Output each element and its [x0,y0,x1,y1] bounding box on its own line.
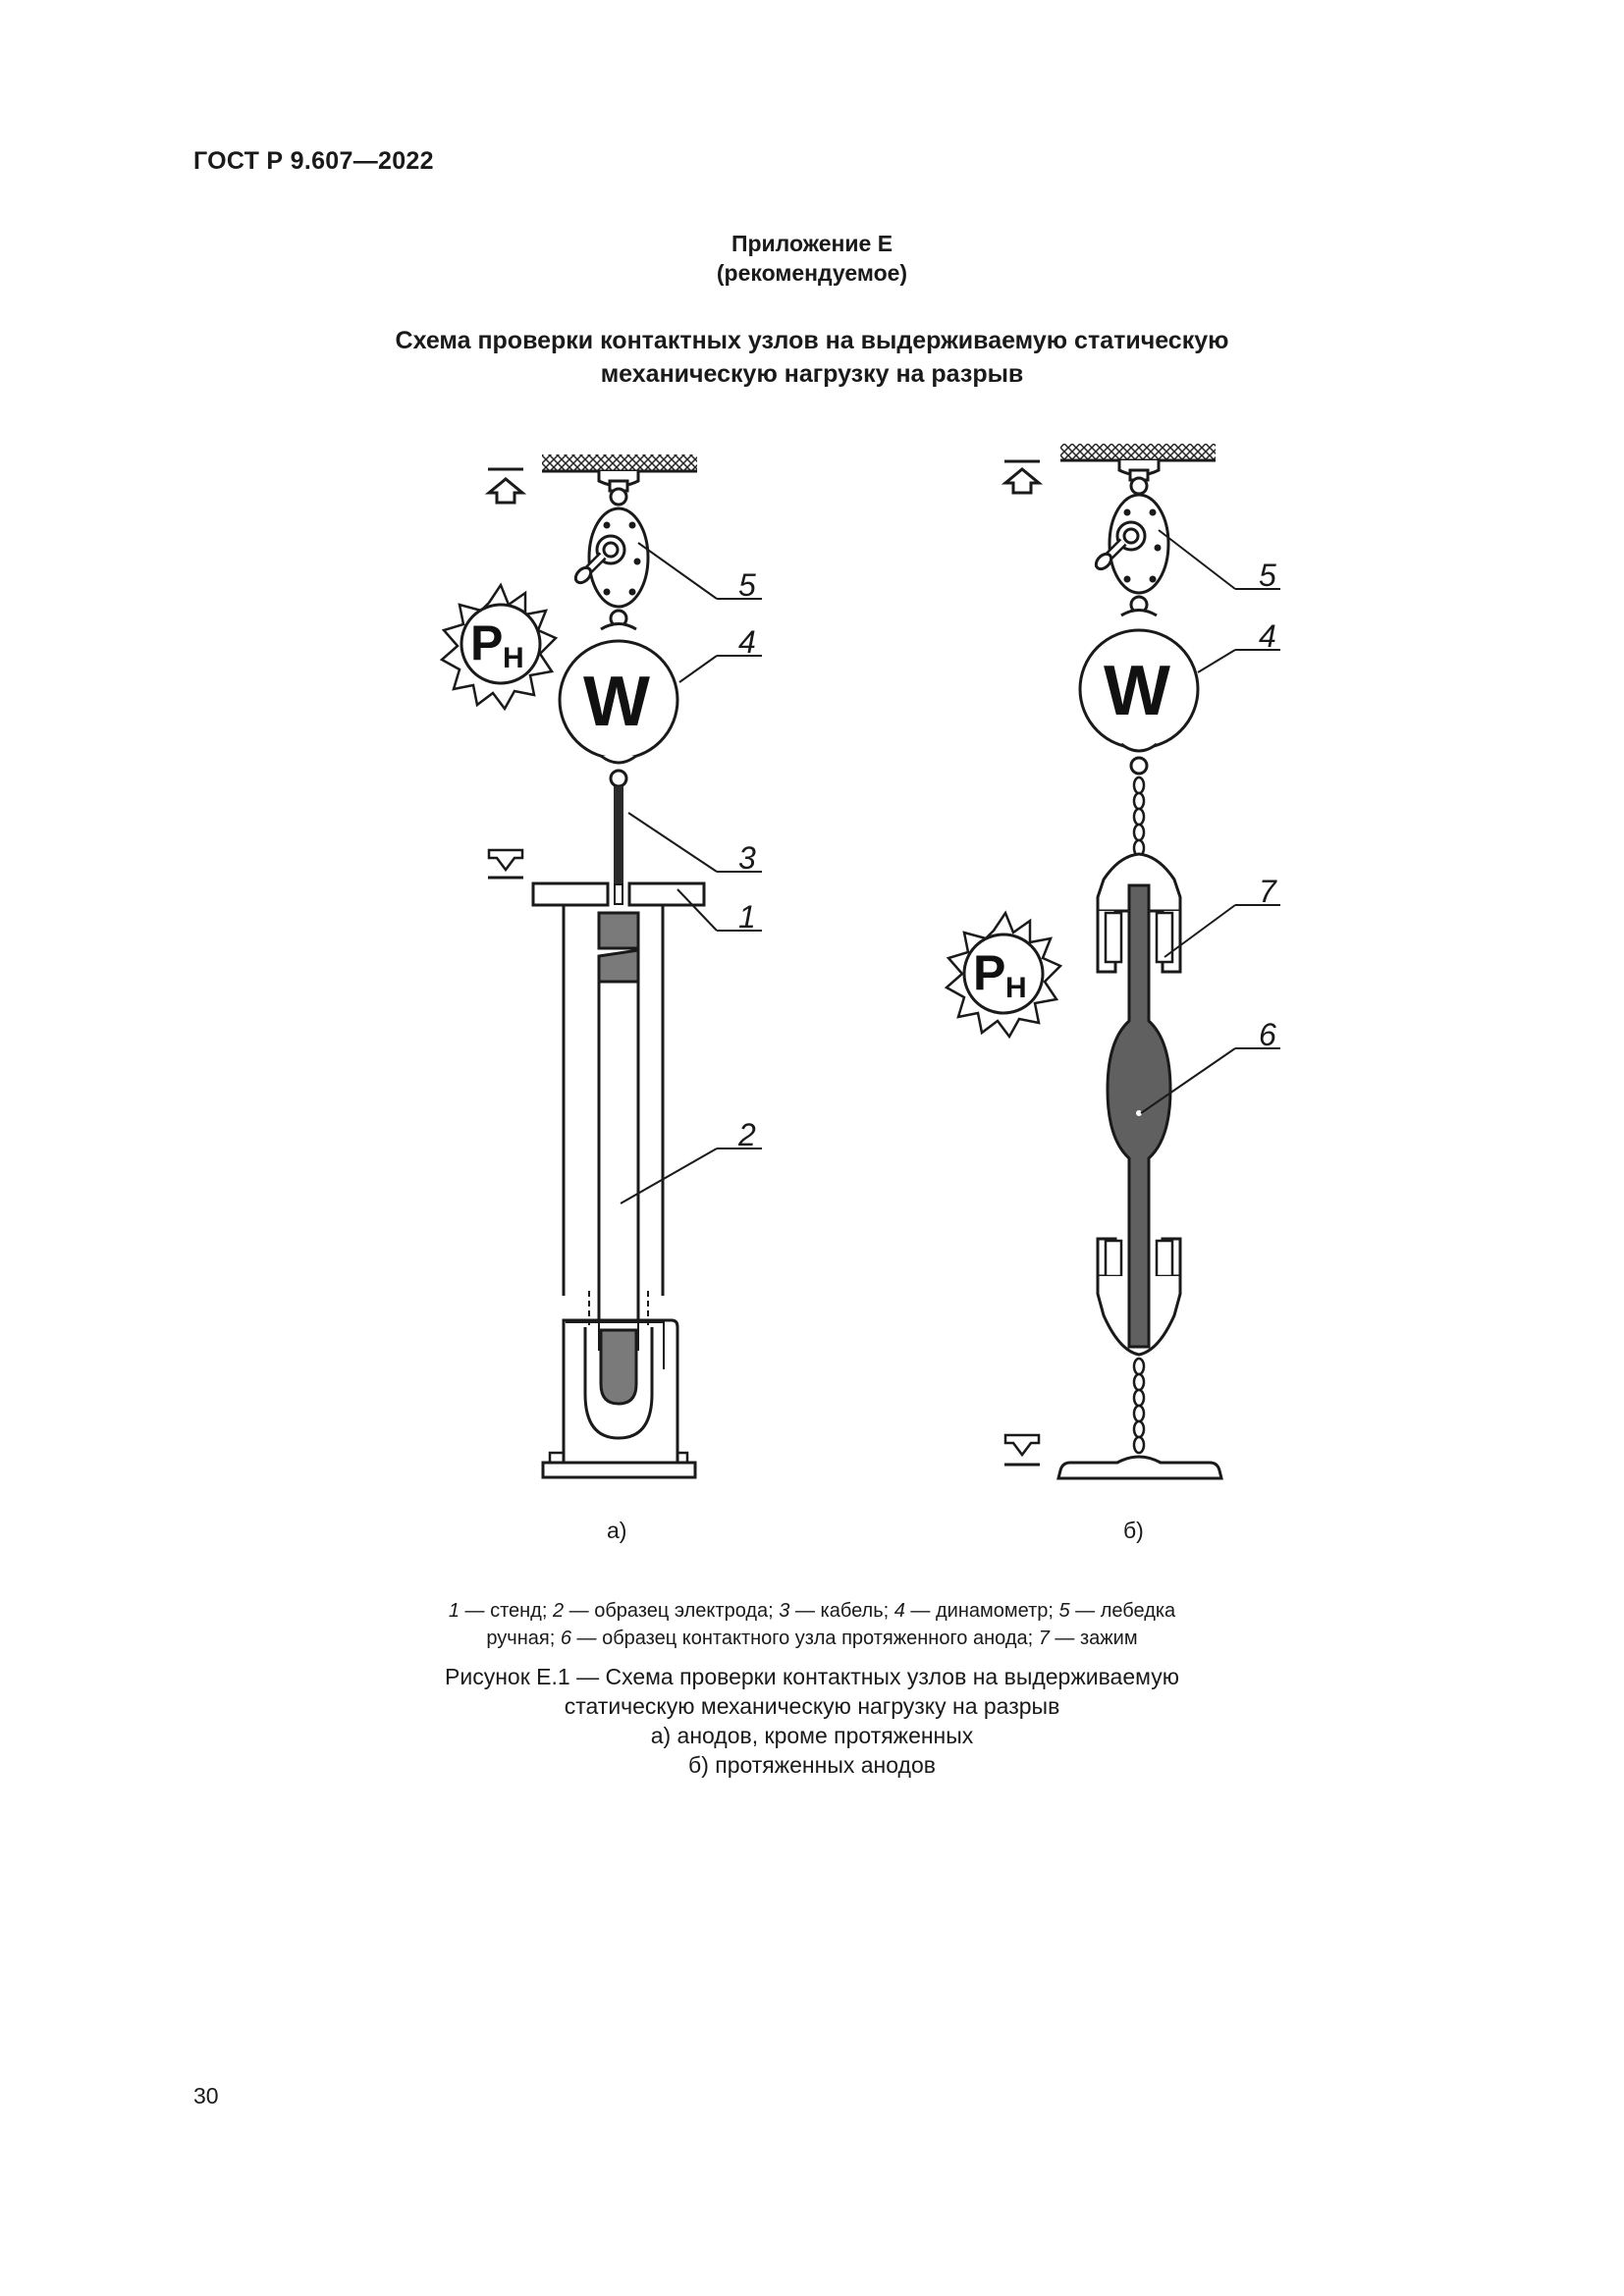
figure-caption [0,1662,1624,1780]
caption-line-2: статическую механическую нагрузку на разрыв [564,1693,1060,1719]
leader-5-a [638,543,717,599]
legend-num-2: 2 [552,1600,565,1622]
figure-a [442,454,762,1477]
annex-title: Приложение Е [731,231,893,256]
figure-sublabel-b: б) [1123,1518,1144,1543]
figure-sublabel-a: а) [607,1518,627,1543]
load-symbol-a: P [470,615,504,670]
legend-num-3: 3 [779,1600,790,1622]
standard-designation: ГОСТ Р 9.607—2022 [193,147,434,175]
caption-line-1: Рисунок Е.1 — Схема проверки контактных узлов на выдерживаемую [445,1664,1179,1689]
leader-4-a [679,656,717,682]
callout-1-a: 1 [738,899,756,934]
legend-line-2 [0,1625,1624,1652]
cable-a [614,786,623,887]
annex-status: (рекомендуемое) [716,260,908,286]
ceiling-hatch-b [1060,444,1216,459]
callout-5-b: 5 [1259,558,1276,593]
legend-num-4: 4 [893,1600,905,1622]
up-arrow-icon-b [1004,461,1040,493]
legend-text-5b: ручная; [486,1628,561,1649]
callout-5-a: 5 [738,567,756,603]
legend-text-6: — образец контактного узла протяженного анода; [570,1628,1039,1649]
ceiling-hatch-a [542,454,697,470]
caption-line-3: а) анодов, кроме протяженных [650,1723,974,1748]
dynamometer-label-b: W [1104,652,1170,730]
down-arrow-icon-a [488,850,523,878]
callout-6-b: 6 [1259,1017,1276,1052]
hand-winch-a [572,489,648,626]
legend-text-7: — зажим [1049,1628,1138,1649]
leader-4-b [1198,650,1235,672]
chain-lower-b [1134,1359,1144,1453]
legend-text-2: — образец электрода; [564,1600,780,1622]
legend-num-7: 7 [1038,1628,1050,1649]
legend-text-4: — динамометр; [904,1600,1059,1622]
callout-7-b: 7 [1259,874,1276,909]
legend-num-6: 6 [560,1628,571,1649]
chain-upper-b [1134,777,1144,856]
callout-4-a: 4 [738,624,756,660]
electrode-sample-a [589,913,648,1404]
caption-line-4: б) протяженных анодов [688,1752,936,1778]
test-scheme-figure [0,412,1624,1531]
leader-2-a [621,1148,717,1203]
callout-3-a: 3 [738,840,756,876]
legend-text-5: — лебедка [1069,1600,1176,1622]
scheme-title-line-1: Схема проверки контактных узлов на выдерживаемую статическую [395,327,1229,354]
leader-5-b [1159,530,1235,589]
load-subscript-b: Н [1005,972,1027,1004]
callout-4-b: 4 [1259,618,1276,654]
figure-legend [0,1597,1624,1652]
legend-line-1 [0,1597,1624,1625]
legend-text-1: — стенд; [459,1600,553,1622]
page-number: 30 [193,2083,219,2109]
legend-num-1: 1 [448,1600,460,1622]
leader-3-a [628,813,717,872]
load-subscript-a: Н [503,642,524,674]
callout-2-a: 2 [738,1117,756,1152]
hand-winch-b [1093,478,1168,613]
scheme-title-line-2: механическую нагрузку на разрыв [600,360,1024,388]
load-symbol-b: P [973,945,1006,1000]
base-plate-b [1058,1457,1221,1478]
legend-num-5: 5 [1058,1600,1070,1622]
legend-text-3: — кабель; [789,1600,894,1622]
up-arrow-icon-a [488,469,523,503]
down-arrow-icon-b [1004,1435,1040,1465]
scheme-title [0,324,1624,391]
dynamometer-label-a: W [583,663,650,741]
